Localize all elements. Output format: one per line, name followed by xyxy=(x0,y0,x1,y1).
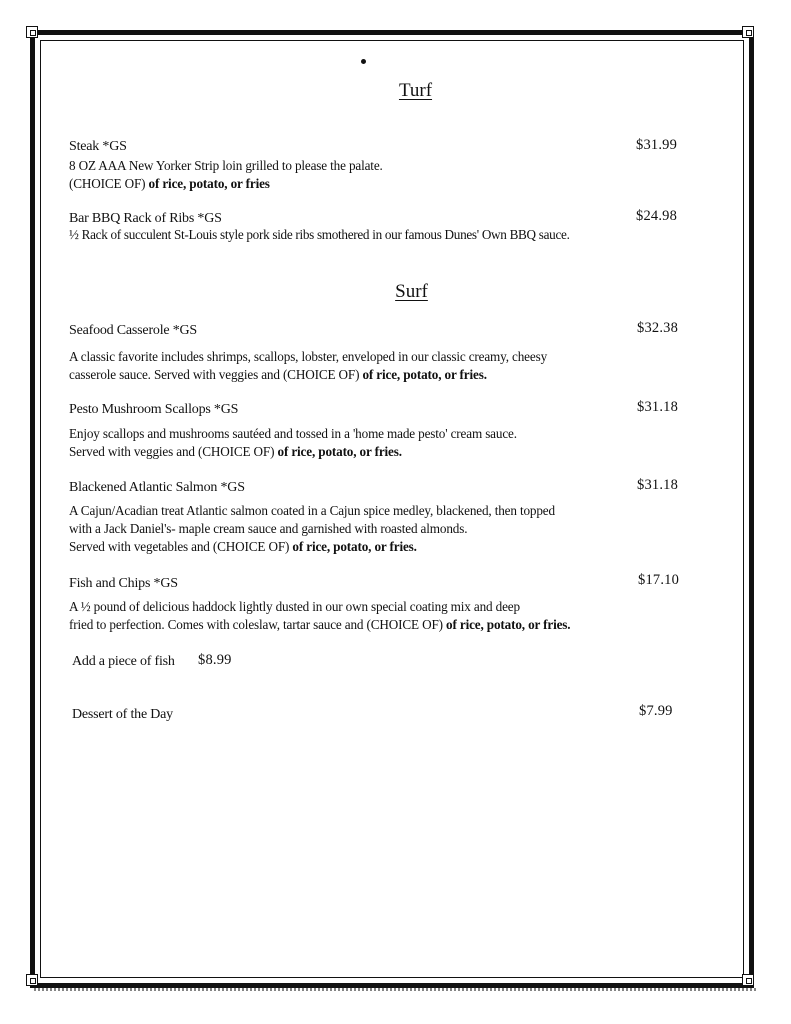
item-name-ribs: Bar BBQ Rack of Ribs *GS xyxy=(69,211,222,226)
item-desc-salmon-line2: with a Jack Daniel's- maple cream sauce and garnished with roasted almonds. xyxy=(69,521,468,536)
item-price-pesto-scallops: $31.18 xyxy=(637,399,679,415)
item-desc-fish-line2 xyxy=(69,616,570,634)
item-name-fish-and-chips: Fish and Chips *GS xyxy=(69,576,178,591)
item-price-dessert: $7.99 xyxy=(639,703,673,719)
choice-prefix: (CHOICE OF) xyxy=(282,367,360,382)
addon-label: Add a piece of fish xyxy=(72,654,175,669)
section-title-surf: Surf xyxy=(395,281,428,302)
item-desc-salmon-line3 xyxy=(69,538,555,556)
item-name-steak: Steak *GS xyxy=(69,139,127,154)
item-desc-seafood-casserole xyxy=(69,348,547,384)
item-desc-steak-line2 xyxy=(69,175,383,193)
corner-ornament-bottom-left xyxy=(26,974,38,986)
addon-price: $8.99 xyxy=(198,652,232,668)
choice-options: of rice, potato, or fries xyxy=(145,176,270,191)
desc-text: casserole sauce. Served with veggies and xyxy=(69,367,283,382)
desc-text: Served with veggies and xyxy=(69,444,198,459)
item-desc-pesto-line1: Enjoy scallops and mushrooms sautéed and tossed in a 'home made pesto' cream sauce. xyxy=(69,426,517,441)
choice-options: of rice, potato, or fries. xyxy=(289,539,417,554)
corner-ornament-top-right xyxy=(742,26,754,38)
choice-prefix: (CHOICE OF) xyxy=(212,539,290,554)
item-desc-seafood-line2 xyxy=(69,366,547,384)
item-desc-steak-line1: 8 OZ AAA New Yorker Strip loin grilled to please the palate. xyxy=(69,158,383,173)
item-name-blackened-salmon: Blackened Atlantic Salmon *GS xyxy=(69,480,245,495)
item-desc-fish-line1: A ½ pound of delicious haddock lightly dusted in our own special coating mix and deep xyxy=(69,599,520,614)
item-name-seafood-casserole: Seafood Casserole *GS xyxy=(69,323,198,338)
item-desc-pesto-line2 xyxy=(69,443,517,461)
item-desc-fish-and-chips xyxy=(69,598,570,634)
item-desc-ribs: ½ Rack of succulent St-Louis style pork side ribs smothered in our famous Dunes' Own BBQ sauce. xyxy=(69,227,570,242)
page-border-shadow xyxy=(34,988,756,991)
choice-options: of rice, potato, or fries. xyxy=(359,367,487,382)
desc-text: fried to perfection. Comes with coleslaw, tartar sauce and xyxy=(69,617,367,632)
corner-ornament-bottom-right xyxy=(742,974,754,986)
item-desc-blackened-salmon xyxy=(69,502,555,556)
scan-dot xyxy=(361,59,366,64)
item-name-pesto-scallops: Pesto Mushroom Scallops *GS xyxy=(69,402,239,417)
item-desc-pesto-scallops xyxy=(69,425,517,461)
item-price-fish-and-chips: $17.10 xyxy=(638,572,680,588)
choice-prefix: (CHOICE OF) xyxy=(366,617,443,632)
item-price-steak: $31.99 xyxy=(636,137,678,153)
item-price-seafood-casserole: $32.38 xyxy=(637,320,679,336)
choice-prefix: (CHOICE OF) xyxy=(69,176,146,191)
item-desc-salmon-line1: A Cajun/Acadian treat Atlantic salmon coated in a Cajun spice medley, blackened, then topped xyxy=(69,503,555,518)
corner-ornament-top-left xyxy=(26,26,38,38)
item-desc-seafood-line1: A classic favorite includes shrimps, scallops, lobster, enveloped in our classic creamy, cheesy xyxy=(69,349,548,364)
choice-options: of rice, potato, or fries. xyxy=(274,444,402,459)
item-name-dessert: Dessert of the Day xyxy=(72,707,173,722)
choice-options: of rice, potato, or fries. xyxy=(442,617,571,632)
desc-text: Served with vegetables and xyxy=(69,539,213,554)
item-price-ribs: $24.98 xyxy=(636,208,678,224)
choice-prefix: (CHOICE OF) xyxy=(197,444,275,459)
item-price-blackened-salmon: $31.18 xyxy=(637,477,679,493)
section-title-turf: Turf xyxy=(398,80,433,101)
item-desc-steak xyxy=(69,157,383,193)
